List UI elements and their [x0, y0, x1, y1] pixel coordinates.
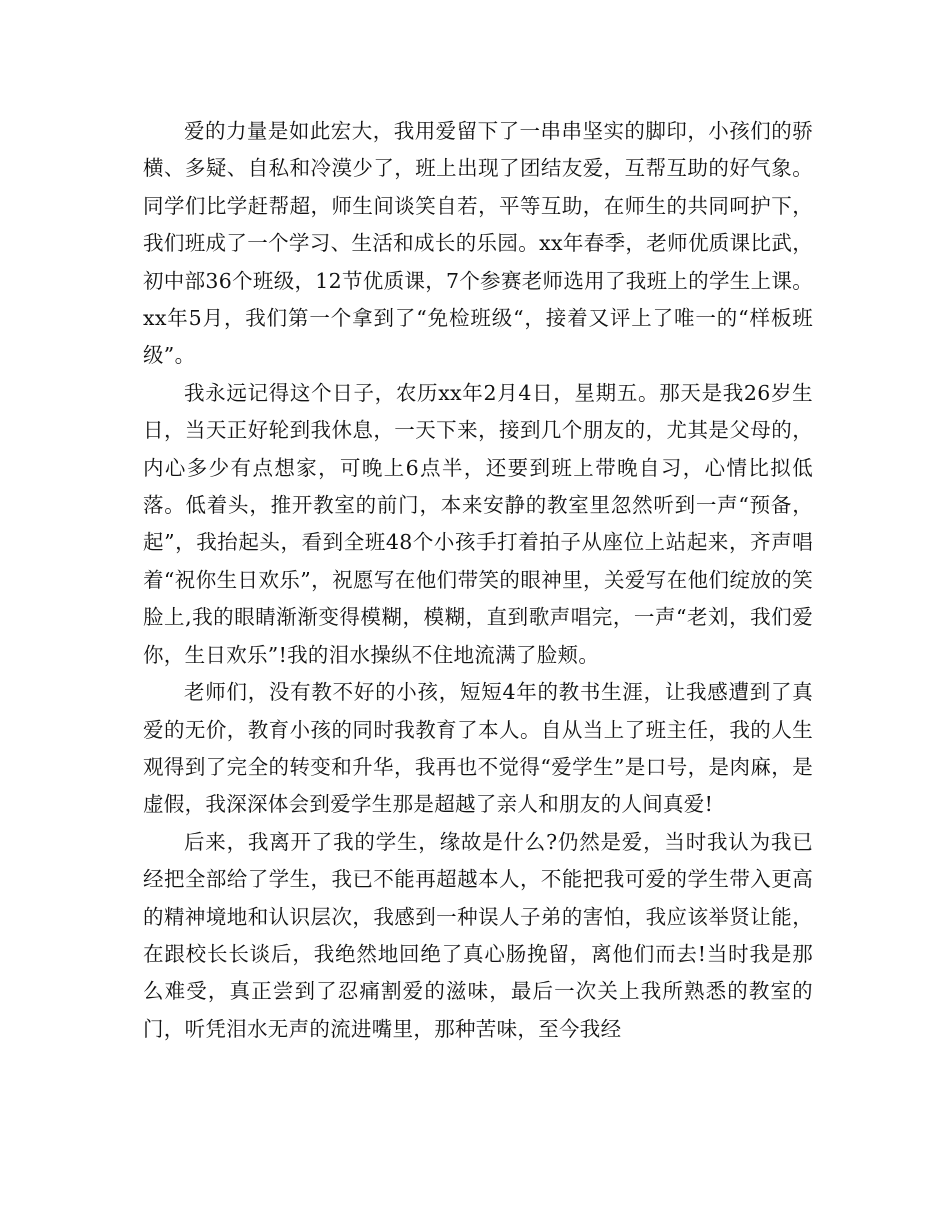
paragraph-2: 我永远记得这个日子，农历xx年2月4日，星期五。那天是我26岁生日，当天正好轮到我休息，一天下来，接到几个朋友的，尤其是父母的，内心多少有点想家，可晚上6点半，还要到班上带晚自习，心情比拟低落。低着头，推开教室的前门，本来安静的教室里忽然听到一声“预备，起”，我抬起头，看到全班48个小孩手打着拍子从座位上站起来，齐声唱着“祝你生日欢乐”，祝愿写在他们带笑的眼神里，关爱写在他们绽放的笑脸上,我的眼睛渐渐变得模糊，模糊，直到歌声唱完，一声“老刘，我们爱你，生日欢乐”!我的泪水操纵不住地流满了脸颊。 — [143, 380, 813, 667]
paragraph-4: 后来，我离开了我的学生，缘故是什么?仍然是爱，当时我认为我已经把全部给了学生，我已不能再超越本人，不能把我可爱的学生带入更高的精神境地和认识层次，我感到一种误人子弟的害怕，我应该举贤让能，在跟校长长谈后，我绝然地回绝了真心肠挽留，离他们而去!当时我是那么难受，真正尝到了忍痛割爱的滋味，最后一次关上我所熟悉的教室的门，听凭泪水无声的流进嘴里，那种苦味，至今我经 — [143, 829, 813, 1041]
paragraph-1: 爱的力量是如此宏大，我用爱留下了一串串坚实的脚印，小孩们的骄横、多疑、自私和冷漠少了，班上出现了团结友爱，互帮互助的好气象。同学们比学赶帮超，师生间谈笑自若，平等互助，在师生的共同呵护下，我们班成了一个学习、生活和成长的乐园。xx年春季，老师优质课比武，初中部36个班级，12节优质课，7个参赛老师选用了我班上的学生上课。xx年5月，我们第一个拿到了“免检班级“，接着又评上了唯一的“样板班级”。 — [143, 119, 813, 368]
document-page — [143, 113, 813, 1048]
paragraph-3: 老师们，没有教不好的小孩，短短4年的教书生涯，让我感遭到了真爱的无价，教育小孩的同时我教育了本人。自从当上了班主任，我的人生观得到了完全的转变和升华，我再也不觉得“爱学生”是口号，是肉麻，是虚假，我深深体会到爱学生那是超越了亲人和朋友的人间真爱! — [143, 680, 813, 817]
